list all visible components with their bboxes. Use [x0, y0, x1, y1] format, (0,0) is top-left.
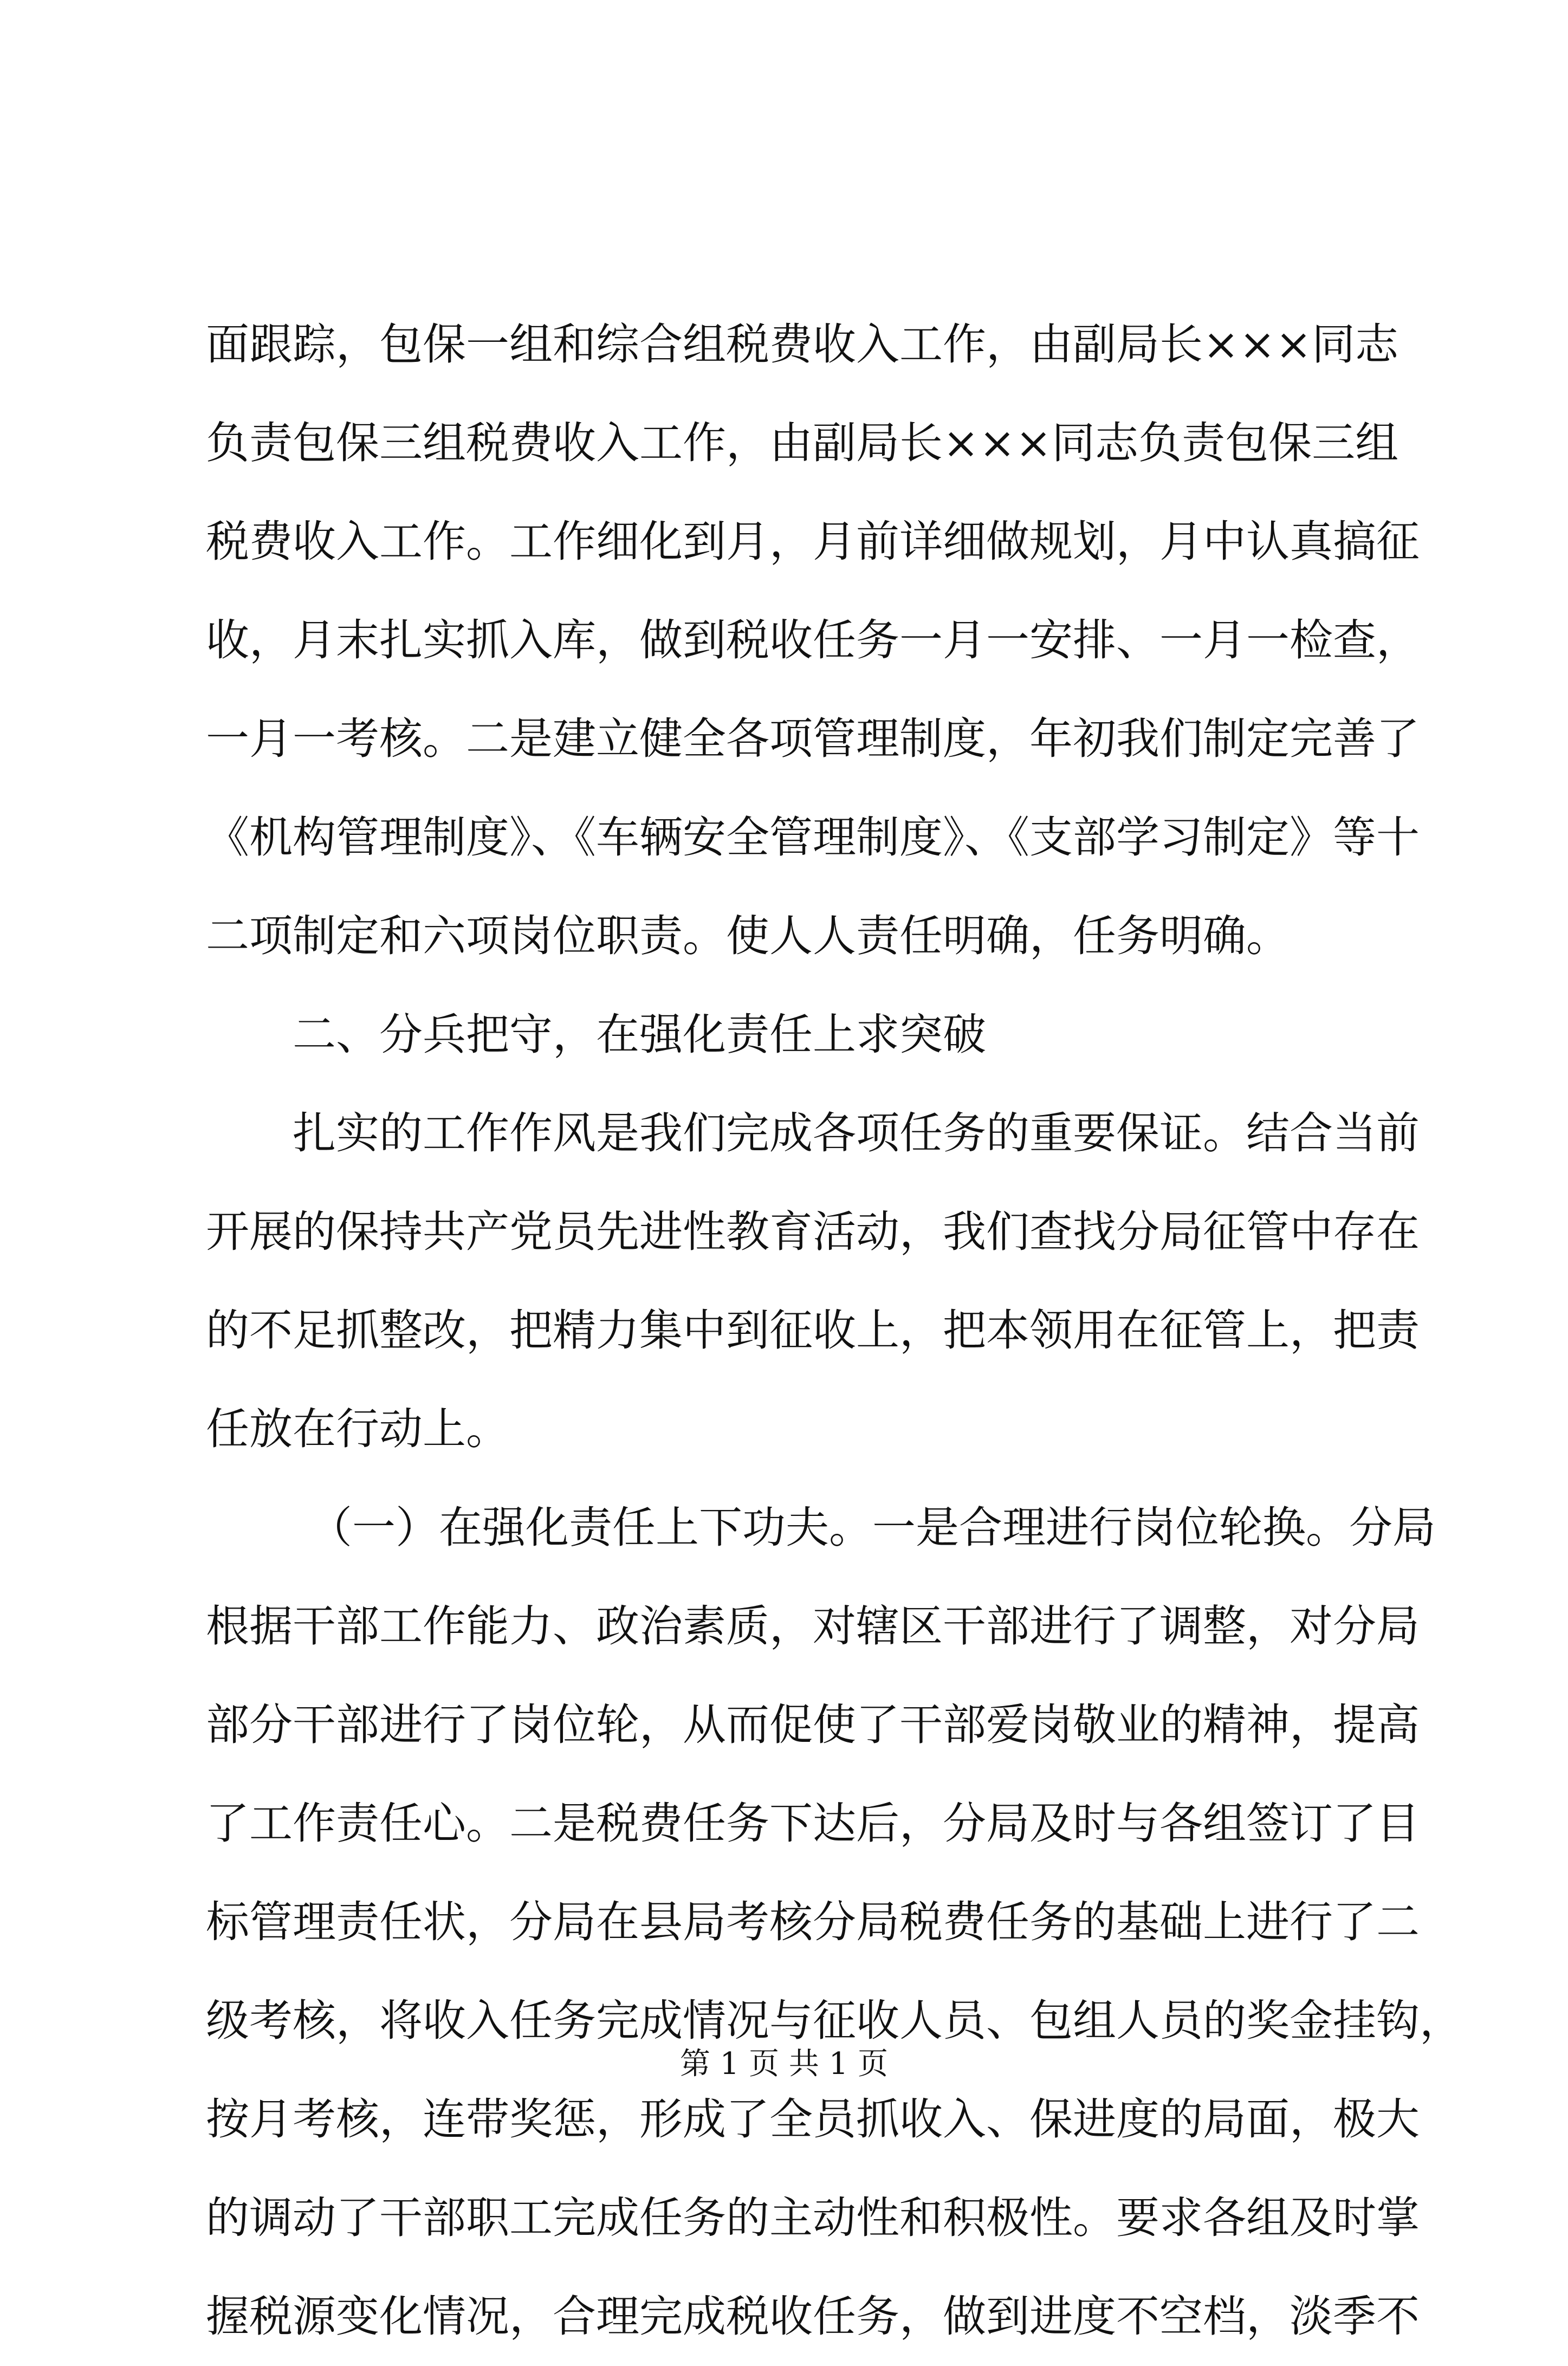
text-line: 《机构管理制度》、《车辆安全管理制度》、《支部学习制定》等十 — [206, 812, 1420, 863]
page-number-label: 第 1 页 共 1 页 — [679, 2046, 889, 2082]
text-line: 收，月末扎实抓入库，做到税收任务一月一安排、一月一检查， — [206, 615, 1420, 665]
text-line: 部分干部进行了岗位轮，从而促使了干部爱岗敬业的精神，提高 — [206, 1700, 1420, 1750]
text-line: 二项制定和六项岗位职责。使人人责任明确，任务明确。 — [206, 911, 1290, 961]
text-line: 任放在行动上。 — [206, 1404, 509, 1454]
text-line: 级考核，将收入任务完成情况与征收人员、包组人员的奖金挂钩， — [206, 1995, 1463, 2046]
text-line: 根据干部工作能力、政治素质，对辖区干部进行了调整，对分局 — [206, 1601, 1420, 1651]
section-heading: 二、分兵把守，在强化责任上求突破 — [293, 1009, 986, 1060]
text-line: 税费收入工作。工作细化到月，月前详细做规划，月中认真搞征 — [206, 516, 1420, 567]
subsection-line: （一）在强化责任上下功夫。一是合理进行岗位轮换。分局 — [309, 1502, 1436, 1553]
text-line: 面跟踪，包保一组和综合组税费收入工作，由副局长×××同志 — [206, 319, 1399, 370]
text-line: 一月一考核。二是建立健全各项管理制度，年初我们制定完善了 — [206, 714, 1420, 764]
text-line: 负责包保三组税费收入工作，由副局长×××同志负责包保三组 — [206, 418, 1399, 468]
text-line: 扎实的工作作风是我们完成各项任务的重要保证。结合当前 — [293, 1108, 1420, 1158]
text-line: 了工作责任心。二是税费任务下达后，分局及时与各组签订了目 — [206, 1798, 1420, 1849]
text-line: 按月考核，连带奖惩，形成了全员抓收入、保进度的局面，极大 — [206, 2094, 1420, 2144]
text-line: 开展的保持共产党员先进性教育活动，我们查找分局征管中存在 — [206, 1207, 1420, 1257]
page-footer — [0, 2043, 1568, 2086]
text-line: 的不足抓整改，把精力集中到征收上，把本领用在征管上，把责 — [206, 1305, 1420, 1356]
text-line: 握税源变化情况，合理完成税收任务，做到进度不空档，淡季不 — [206, 2291, 1420, 2342]
text-line: 标管理责任状，分局在县局考核分局税费任务的基础上进行了二 — [206, 1897, 1420, 1947]
text-line: 的调动了干部职工完成任务的主动性和积极性。要求各组及时掌 — [206, 2193, 1420, 2243]
